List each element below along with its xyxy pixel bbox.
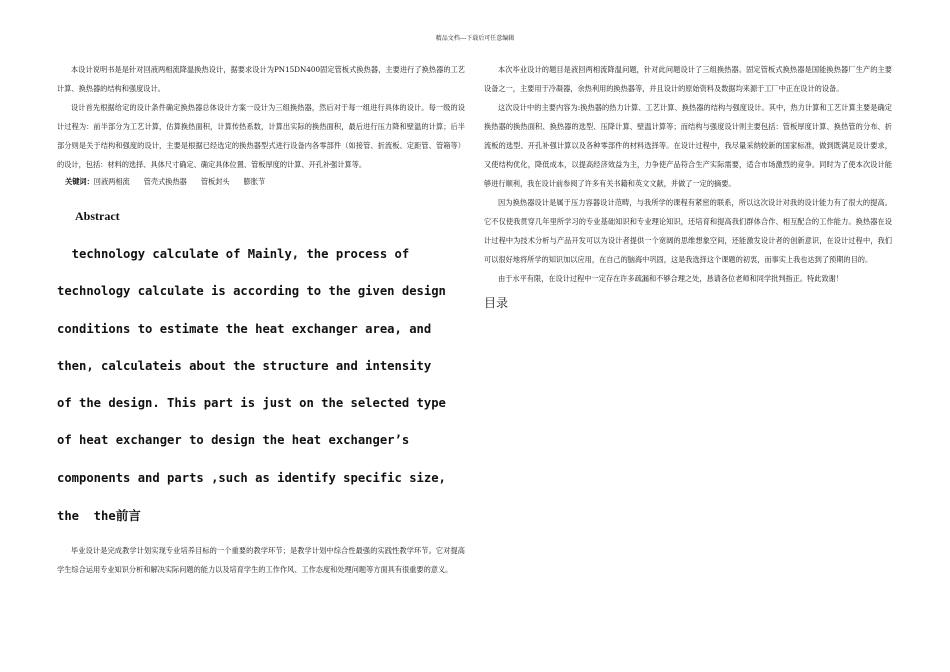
abstract-line: the the [57,509,116,524]
right-paragraph-1: 本次毕业设计的题目是液回两相流降温问题，针对此问题设计了三组换热器。固定管板式换热器是国能换热器厂生产的主要设备之一，主要用于冷凝器，余热利用的换热器等，并且设计的原始资料及数据均来源于工厂中正在设计的设备。 [484,65,892,93]
abstract-line: technology calculate is according to the given design [57,284,446,299]
keywords-line [65,174,465,190]
page-header: 精品文档---下载后可任意编辑 [435,35,515,42]
right-paragraph-4: 由于水平有限，在设计过程中一定存在许多疏漏和不够合理之处，恳请各位老师和同学批判指正。特此致谢！ [498,274,844,283]
keyword: 管壳式换热器 [143,177,187,186]
abstract-line: of the design. This part is just on the selected type [57,396,446,411]
summary-paragraph-1: 本设计说明书是是针对回液两相流降温换热设计，据要求设计为PN15DN400固定管板式换热器，主要进行了换热器的工艺计算、换热器的结构和强度设计。 [57,65,465,93]
keywords-label: 关键词： [65,177,94,186]
toc-title: 目录 [484,296,509,310]
left-column [57,60,465,579]
abstract-body [57,236,465,535]
abstract-line: components and parts ,such as identify specific size, [57,470,446,485]
abstract-line: conditions to estimate the heat exchanger area, and [57,321,432,336]
keyword: 膨胀节 [243,177,266,186]
summary-paragraph-2: 设计首先根据给定的设计条件确定换热器总体设计方案一设计为三组换热器，然后对于每一组进行具体的设计。每一级的设计过程为：前半部分为工艺计算，估算换热面积，计算传热系数，计算出实际的换热面积，最后进行压力降和壁温的计算；后半部分则是关于结构和强度的设计，主要是根据已经选定的换热器型式进行设备内各零部件（如接管、折流板、定距管、管箱等）的设计，包括：材料的选择、具体尺寸确定、确定具体位置、管板厚度的计算、开孔补强计算等。 [57,103,465,169]
abstract-title: Abstract [75,209,120,223]
abstract-line: of heat exchanger to design the heat exchanger’s [57,433,410,448]
abstract-last-line [57,497,465,535]
right-paragraph-2: 这次设计中的主要内容为:换热器的热力计算、工艺计算、换热器的结构与强度设计。其中，热力计算和工艺计算主要是确定换热器的换热面积、换热器的选型、压降计算、壁温计算等；而结构与强度设计则主要包括：管板厚度计算、换热管的分布、折流板的选型、开孔补强计算以及各种零部件的材料选择等。在设计过程中，我尽量采纳较新的国家标准，做到既满足设计要求，又使结构优化，降低成本，以提高经济效益为主，力争使产品符合生产实际需要，适合市场激烈的竞争。同时为了使本次设计能够进行顺利，我在设计前参阅了许多有关书籍和英文文献，并做了一定的摘要。 [484,103,892,188]
keyword: 管板封头 [200,177,230,186]
abstract-line: technology calculate of Mainly, the process of [57,247,410,261]
preface-title: 前言 [115,508,141,524]
right-paragraph-3: 因为换热器设计是属于压力容器设计范畴，与我所学的课程有紧密的联系，所以这次设计对我的设计能力有了很大的提高。它不仅使我贯穿几年里所学习的专业基础知识和专业理论知识，还培育和提高我们群体合作、相互配合的工作能力。换热器在设计过程中为技术分析与产品开发可以为设计者提供一个宽阔的思维想象空间，还能激发设计者的创新意识，在设计过程中，我们可以很好地将所学的知识加以应用，在自己的脑海中巩固，这是我选择这个课题的初衷，而事实上我也达到了预期的目的。 [484,198,892,264]
preface-paragraph: 毕业设计是完成教学计划实现专业培养目标的一个重要的教学环节；是教学计划中综合性最强的实践性教学环节。它对提高学生综合运用专业知识分析和解决实际问题的能力以及培育学生的工作作风、工作态度和处理问题等方面具有很重要的意义。 [57,546,465,575]
abstract-line: then, calculateis about the structure and intensity [57,358,432,373]
right-column [484,60,892,311]
keyword: 回液两相流 [93,177,130,186]
